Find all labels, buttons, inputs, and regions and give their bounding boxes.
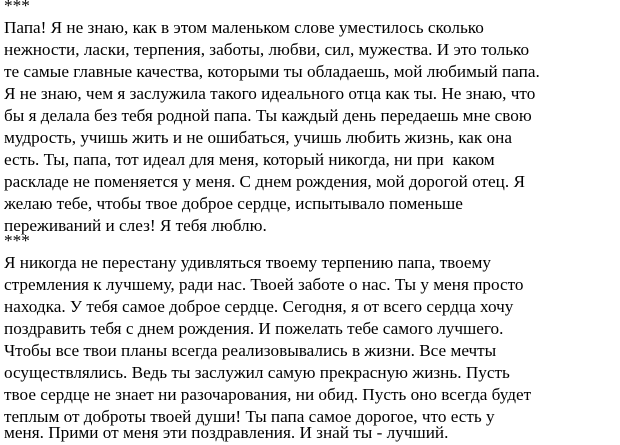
- text-line: осуществлялись. Ведь ты заслужил самую прекрасную жизнь. Пусть: [4, 363, 510, 382]
- text-line: Я никогда не перестану удивляться твоему терпению папа, твоему: [4, 253, 491, 272]
- text-line: раскладе не поменяется у меня. С днем рождения, мой дорогой отец. Я: [4, 172, 525, 191]
- text-line: твое сердце не знает ни разочарования, ни обид. Пусть оно всегда будет: [4, 385, 532, 404]
- separator: ***: [4, 0, 30, 15]
- text-line: мудрость, учишь жить и не ошибаться, учишь любить жизнь, как она: [4, 128, 512, 147]
- text-line: нежности, ласки, терпения, заботы, любви, сил, мужества. И это только: [4, 40, 530, 59]
- text-line: Чтобы все твои планы всегда реализовывались в жизни. Все мечты: [4, 341, 497, 360]
- text-line: меня. Прими от меня эти поздравления. И знай ты - лучший.: [4, 423, 449, 442]
- text-line: стремления к лучшему, ради нас. Твоей заботе о нас. Ты у меня просто: [4, 275, 524, 294]
- separator: ***: [4, 231, 30, 250]
- text-line: есть. Ты, папа, тот идеал для меня, который никогда, ни при каком: [4, 150, 495, 169]
- text-line: теплым от доброты твоей души! Ты папа самое дорогое, что есть у: [4, 407, 495, 426]
- text-line: бы я делала без тебя родной папа. Ты каждый день передаешь мне свою: [4, 106, 532, 125]
- text-line: Папа! Я не знаю, как в этом маленьком слове уместилось сколько: [4, 18, 484, 37]
- text-line: поздравить тебя с днем рождения. И пожелать тебе самого лучшего.: [4, 319, 504, 338]
- text-line: Я не знаю, чем я заслужила такого идеального отца как ты. Не знаю, что: [4, 84, 536, 103]
- text-line: те самые главные качества, которыми ты обладаешь, мой любимый папа.: [4, 62, 540, 81]
- text-line: переживаний и слез! Я тебя люблю.: [4, 216, 267, 235]
- text-line: желаю тебе, чтобы твое доброе сердце, испытывало поменьше: [4, 194, 463, 213]
- text-line: находка. У тебя самое доброе сердце. Сегодня, я от всего сердца хочу: [4, 297, 514, 316]
